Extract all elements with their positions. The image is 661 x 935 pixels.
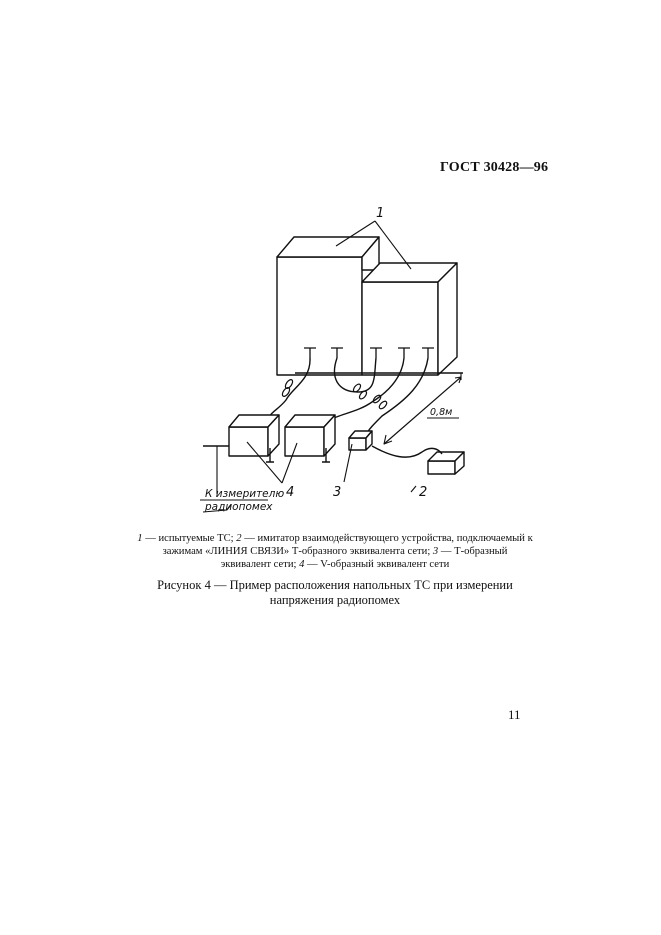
legend-text-4: — V-образный эквивалент сети: [304, 559, 450, 570]
figure-title: Рисунок 4 — Пример расположения напольных ТС при измерении напряжения радиопомех: [157, 578, 513, 607]
legend-num-1: 1: [137, 533, 143, 544]
page-number: 11: [508, 707, 521, 722]
legend-num-4: 4: [299, 559, 305, 570]
legend-num-2: 2: [236, 533, 242, 544]
label-item-2: 2: [419, 485, 428, 500]
label-item-1: 1: [376, 206, 385, 221]
legend-text-1: — испытуемые ТС;: [142, 533, 237, 544]
label-item-3: 3: [333, 485, 342, 500]
label-meter-line2: радиопомех: [205, 501, 273, 513]
label-meter-line1: К измерителю: [205, 488, 285, 500]
label-distance: 0,8м: [430, 407, 453, 418]
t-network-box: [349, 431, 372, 450]
label-item-4: 4: [286, 485, 295, 500]
simulator-box: [428, 452, 464, 474]
v-network-box-left: [229, 415, 279, 462]
cable-twists: [281, 378, 388, 410]
legend-num-3: 3: [432, 546, 439, 557]
standard-code: ГОСТ 30428—96: [440, 160, 549, 175]
figure-legend: [137, 532, 533, 571]
legend-text-2: — имитатор взаимодействующего устройства, подключаемый к зажимам «ЛИНИЯ СВЯЗИ» Т-образного эквивалента сети;: [162, 533, 533, 557]
simulator-cable: [372, 446, 442, 457]
legend-text-3: — Т-образный эквивалент сети;: [220, 546, 508, 570]
